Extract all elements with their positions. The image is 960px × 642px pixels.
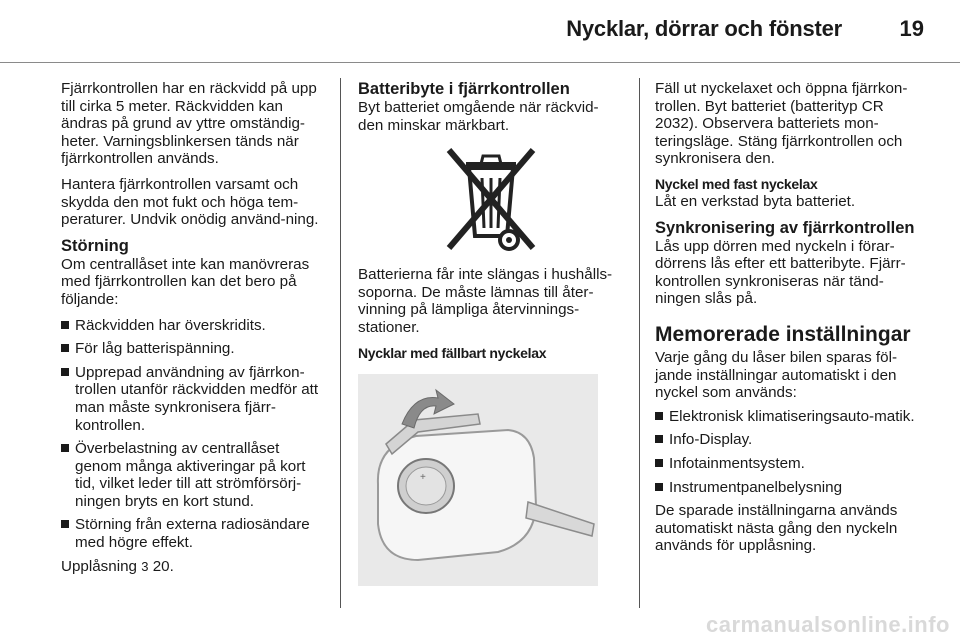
paragraph-fault: Om centrallåset inte kan manövreras med fjärrkontrollen kan det bero på följande: bbox=[61, 255, 310, 308]
bullet-square-icon bbox=[655, 412, 663, 420]
bullet-square-icon bbox=[61, 344, 69, 352]
column-1 bbox=[61, 80, 329, 575]
column-3 bbox=[655, 80, 925, 555]
heading-batteribyte: Batteribyte i fjärrkontrollen bbox=[358, 80, 570, 98]
watermark: carmanualsonline.info bbox=[706, 612, 950, 637]
bullet-square-icon bbox=[61, 520, 69, 528]
list-item: Överbelastning av centrallåset genom många aktiveringar på kort tid, vilket leder till att strömförsörj-ningen bryts en kort stund. bbox=[61, 440, 329, 510]
paragraph-sync: Lås upp dörren med nyckeln i förar-dörrens lås efter ett batteribyte. Fjärr-kontrollen synkroniseras när tänd-ningen slås på. bbox=[655, 237, 906, 308]
column-divider bbox=[340, 78, 341, 608]
memorized-list bbox=[655, 408, 925, 496]
paragraph-replace-battery: Byt batteriet omgående när räckvid-den minskar märkbart. bbox=[358, 99, 599, 134]
fault-list bbox=[61, 317, 329, 552]
page-title: Nycklar, dörrar och fönster bbox=[566, 16, 842, 41]
paragraph-range: Fjärrkontrollen har en räckvidd på upp till cirka 5 meter. Räckvidden kan ändras på grund av yttre omständig-heter. Varningsblinkersen tänds när fjärrkontrollen används. bbox=[61, 80, 317, 168]
column-2 bbox=[358, 80, 623, 586]
heading-storning: Störning bbox=[61, 236, 129, 255]
list-item: Infotainmentsystem. bbox=[655, 455, 925, 473]
list-item: Räckvidden har överskridits. bbox=[61, 317, 329, 335]
paragraph-saved-settings: De sparade inställningarna används automatiskt nästa gång den nyckeln används för upplåsning. bbox=[655, 502, 898, 555]
cross-reference-page[interactable]: 20. bbox=[152, 557, 174, 575]
svg-text:+: + bbox=[420, 471, 426, 483]
key-battery-illustration bbox=[358, 374, 598, 586]
weee-crossed-bin-icon bbox=[431, 144, 551, 252]
bullet-square-icon bbox=[61, 321, 69, 329]
cross-reference-text: Upplåsning bbox=[61, 557, 137, 575]
paragraph-memorized: Varje gång du låser bilen sparas föl-jande inställningar automatiskt i den nyckel som används: bbox=[655, 348, 898, 402]
heading-synkronisering: Synkronisering av fjärrkontrollen bbox=[655, 218, 915, 237]
bullet-square-icon bbox=[655, 435, 663, 443]
heading-memorerade: Memorerade inställningar bbox=[655, 322, 911, 346]
bullet-square-icon bbox=[61, 444, 69, 452]
column-divider bbox=[639, 78, 640, 608]
paragraph-handling: Hantera fjärrkontrollen varsamt och skydda den mot fukt och höga tem-peraturer. Undvik onödig använd-ning. bbox=[61, 175, 319, 229]
page-number: 19 bbox=[899, 16, 924, 41]
list-item: Elektronisk klimatiseringsauto-matik. bbox=[655, 408, 925, 426]
list-item: Info-Display. bbox=[655, 431, 925, 449]
list-item: Instrumentpanelbelysning bbox=[655, 479, 925, 497]
header-rule bbox=[0, 62, 960, 63]
paragraph-disposal: Batterierna får inte slängas i hushålls-soporna. De måste lämnas till åter-vinning på lämpliga återvinnings-stationer. bbox=[358, 266, 613, 336]
bullet-square-icon bbox=[655, 483, 663, 491]
paragraph-replace-steps: Fäll ut nyckelaxet och öppna fjärrkon-trollen. Byt batteriet (batterityp CR 2032). Observera batteriets mon-teringsläge. Stäng fjärrkontrollen och synkronisera den. bbox=[655, 80, 908, 168]
list-item: Störning från externa radiosändare med högre effekt. bbox=[61, 516, 329, 551]
cross-reference[interactable] bbox=[61, 558, 329, 576]
heading-fallbart: Nycklar med fällbart nyckelax bbox=[358, 344, 547, 361]
cross-reference-arrow-icon: 3 bbox=[141, 558, 149, 574]
heading-fast: Nyckel med fast nyckelax bbox=[655, 175, 818, 192]
page-header bbox=[0, 0, 960, 62]
list-item: För låg batterispänning. bbox=[61, 340, 329, 358]
paragraph-workshop: Låt en verkstad byta batteriet. bbox=[655, 192, 856, 210]
bullet-square-icon bbox=[655, 459, 663, 467]
list-item: Upprepad användning av fjärrkon-trollen utanför räckvidden medför att man måste synkronisera fjärr-kontrollen. bbox=[61, 364, 329, 434]
flip-key-illustration bbox=[358, 374, 598, 586]
bullet-square-icon bbox=[61, 368, 69, 376]
